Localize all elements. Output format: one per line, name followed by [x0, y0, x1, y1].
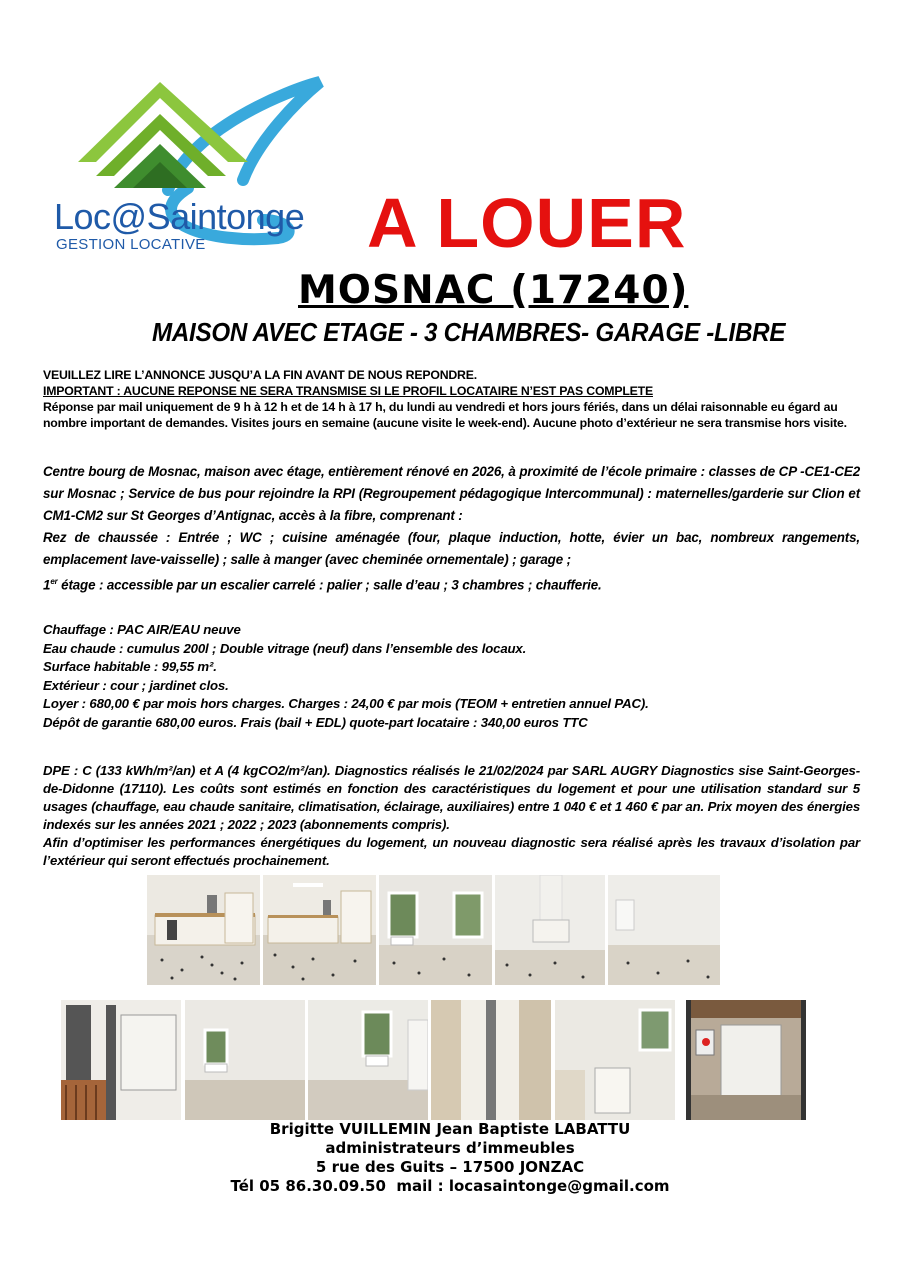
town-title: MOSNAC (17240) [298, 268, 689, 313]
property-description [43, 461, 860, 596]
logo-tagline: GESTION LOCATIVE [56, 236, 206, 253]
photo-bedroom-1 [185, 1000, 305, 1120]
photo-shower [431, 1000, 551, 1120]
agency-names: Brigitte VUILLEMIN Jean Baptiste LABATTU [269, 1120, 631, 1138]
floor-ordinal: er [50, 577, 58, 586]
photo-empty-room [608, 875, 720, 985]
notice-block [43, 367, 860, 431]
photo-fireplace-room [495, 875, 605, 985]
notice-line-1: VEUILLEZ LIRE L’ANNONCE JUSQU’A LA FIN AVANT DE NOUS REPONDRE. [43, 368, 477, 382]
photo-kitchen-2 [263, 875, 376, 985]
agency-role: administrateurs d’immeubles [325, 1139, 575, 1157]
agency-address: 5 rue des Guits – 17500 JONZAC [315, 1158, 585, 1176]
description-first-floor [43, 571, 860, 596]
energy-diagnostic [43, 762, 860, 870]
dpe-text-2: Afin d’optimiser les performances énergétiques du logement, un nouveau diagnostic sera réalisé après les travaux d’isolation par l’extérieur qui seront effectués prochainement. [43, 835, 860, 868]
agency-contact [0, 1120, 900, 1196]
spec-heating: Chauffage : PAC AIR/EAU neuve [43, 622, 241, 637]
logo-brand-text: Loc@Saintonge [54, 196, 305, 237]
first-floor-text: étage : accessible par un escalier carrelé : palier ; salle d’eau ; 3 chambres ; chaufferie. [57, 577, 602, 593]
property-specs [43, 621, 860, 732]
photo-bedroom-2 [308, 1000, 428, 1120]
notice-contact-hours: Réponse par mail uniquement de 9 h à 12 h et de 14 h à 17 h, du lundi au vendredi et hors jours fériés, dans un délai raisonnable eu égard au nombre important de demandes. Visites jours en semaine (aucune visite le week-end). Aucune photo d’extérieur ne sera transmise hors visite. [43, 400, 847, 430]
photo-stairs [61, 1000, 181, 1120]
floor-number: 1 [43, 577, 51, 593]
photo-bathroom [555, 1000, 675, 1120]
spec-exterior: Extérieur : cour ; jardinet clos. [43, 677, 229, 693]
spec-deposit: Dépôt de garantie 680,00 euros. Frais (bail + EDL) quote-part locataire : 340,00 euros TTC [43, 714, 588, 730]
description-ground-floor: Rez de chaussée : Entrée ; WC ; cuisine aménagée (four, plaque induction, hotte, évier un bac, nombreux rangements, emplacement lave-vaisselle) ; salle à manger (avec cheminée ornementale) ; garage ; [43, 530, 860, 567]
photo-dining-room [379, 875, 492, 985]
description-intro: Centre bourg de Mosnac, maison avec étage, entièrement rénové en 2026, à proximité de l’école primaire : classes de CP -CE1-CE2 sur Mosnac ; Service de bus pour rejoindre la RPI (Regroupement pédagogique Intercommunal) : maternelles/garderie sur Clion et CM1-CM2 sur St Georges d’Antignac, accès à la fibre, comprenant : [43, 464, 860, 523]
spec-hot-water: Eau chaude : cumulus 200l ; Double vitrage (neuf) dans l’ensemble des locaux. [43, 640, 527, 656]
spec-rent: Loyer : 680,00 € par mois hors charges. Charges : 24,00 € par mois (TEOM + entretien annuel PAC). [43, 696, 649, 711]
notice-important: IMPORTANT : AUCUNE REPONSE NE SERA TRANSMISE SI LE PROFIL LOCATAIRE N’EST PAS COMPLETE [43, 384, 653, 398]
property-subtitle: MAISON AVEC ETAGE - 3 CHAMBRES- GARAGE -LIBRE [152, 317, 786, 347]
photo-garage [686, 1000, 806, 1120]
spec-surface: Surface habitable : 99,55 m². [43, 659, 217, 674]
dpe-text: DPE : C (133 kWh/m²/an) et A (4 kgCO2/m²/an). Diagnostics réalisés le 21/02/2024 par SARL AUGRY Diagnostics sise Saint-Georges-de-Didonne (17110). Les coûts sont estimés en fonction des caractéristiques du logement et pour une utilisation standard sur 5 usages (chauffage, eau chaude sanitaire, climatisation, éclairage, auxiliaires) entre 1 040 € et 1 460 € par an. Prix moyen des énergies indexés sur les années 2021 ; 2022 ; 2023 (abonnements compris). [43, 763, 860, 832]
photo-kitchen-1 [147, 875, 260, 985]
agency-phone-email[interactable]: Tél 05 86.30.09.50 mail : locasaintonge@gmail.com [230, 1177, 670, 1195]
headline: A LOUER [367, 184, 687, 262]
